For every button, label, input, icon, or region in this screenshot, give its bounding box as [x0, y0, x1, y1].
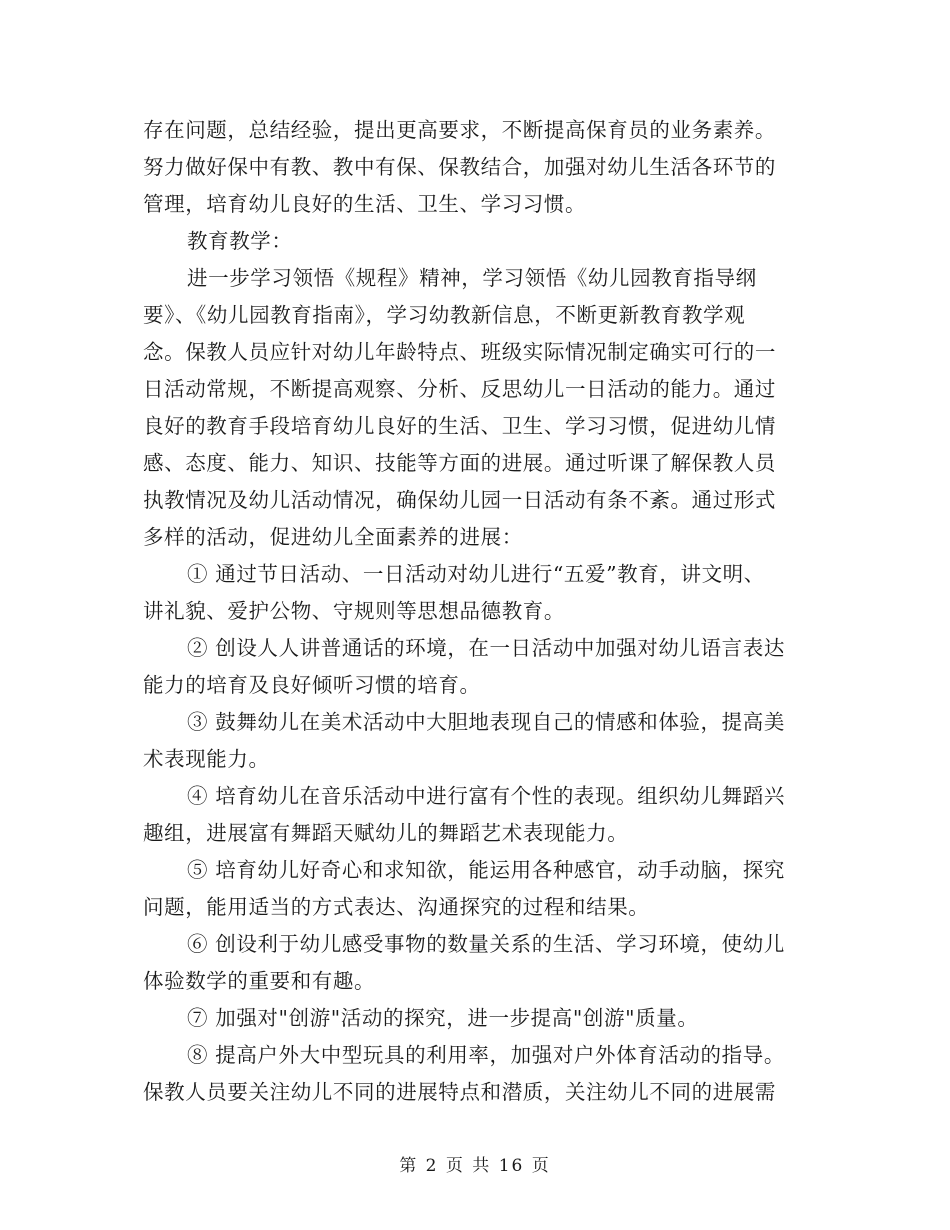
body-text-line: 执教情况及幼儿活动情况，确保幼儿园一日活动有条不紊。通过形式 — [143, 488, 776, 512]
page-number-footer: 第 2 页 共 16 页 — [399, 1156, 551, 1176]
list-item-line: ④ 培育幼儿在音乐活动中进行富有个性的表现。组织幼儿舞蹈兴 — [187, 784, 785, 808]
body-text-line: 进一步学习领悟《规程》精神，学习领悟《幼儿园教育指导纲 — [187, 266, 757, 290]
body-text-line: 存在问题，总结经验，提出更高要求，不断提高保育员的业务素养。 — [143, 118, 776, 142]
list-item-line: ③ 鼓舞幼儿在美术活动中大胆地表现自己的情感和体验，提高美 — [187, 710, 785, 734]
list-item-line: ⑦ 加强对"创游"活动的探究，进一步提高"创游"质量。 — [187, 1006, 699, 1030]
body-text-line: 要》、《幼儿园教育指南》，学习幼教新信息，不断更新教育教学观 — [143, 303, 746, 327]
body-text-line: 念。保教人员应针对幼儿年龄特点、班级实际情况制定确实可行的一 — [143, 340, 776, 364]
list-item-line: ② 创设人人讲普通话的环境，在一日活动中加强对幼儿语言表达 — [187, 636, 785, 660]
list-item-line: ⑧ 提高户外大中型玩具的利用率，加强对户外体育活动的指导。 — [187, 1043, 785, 1067]
body-text-line: 管理，培育幼儿良好的生活、卫生、学习习惯。 — [143, 192, 587, 216]
list-item-line: ⑥ 创设利于幼儿感受事物的数量关系的生活、学习环境，使幼儿 — [187, 932, 785, 956]
section-heading: 教育教学： — [187, 229, 293, 253]
body-text-line: 努力做好保中有教、教中有保、保教结合，加强对幼儿生活各环节的 — [143, 155, 776, 179]
list-item-line: ⑤ 培育幼儿好奇心和求知欲，能运用各种感官，动手动脑，探究 — [187, 858, 785, 882]
body-text-line: 日活动常规，不断提高观察、分析、反思幼儿一日活动的能力。通过 — [143, 377, 776, 401]
list-item-line: ① 通过节日活动、一日活动对幼儿进行“五爱”教育，讲文明、 — [187, 562, 765, 586]
list-item-line: 术表现能力。 — [143, 747, 270, 771]
list-item-line: 趣组，进展富有舞蹈天赋幼儿的舞蹈艺术表现能力。 — [143, 821, 629, 845]
list-item-line: 讲礼貌、爱护公物、守规则等思想品德教育。 — [143, 599, 565, 623]
body-text-line: 多样的活动，促进幼儿全面素养的进展： — [143, 525, 523, 549]
list-item-line: 能力的培育及良好倾听习惯的培育。 — [143, 673, 481, 697]
body-text-line: 保教人员要关注幼儿不同的进展特点和潜质，关注幼儿不同的进展需 — [143, 1080, 776, 1104]
body-text-line: 感、态度、能力、知识、技能等方面的进展。通过听课了解保教人员 — [143, 451, 776, 475]
list-item-line: 问题，能用适当的方式表达、沟通探究的过程和结果。 — [143, 895, 650, 919]
list-item-line: 体验数学的重要和有趣。 — [143, 969, 376, 993]
body-text-line: 良好的教育手段培育幼儿良好的生活、卫生、学习习惯，促进幼儿情 — [143, 414, 776, 438]
